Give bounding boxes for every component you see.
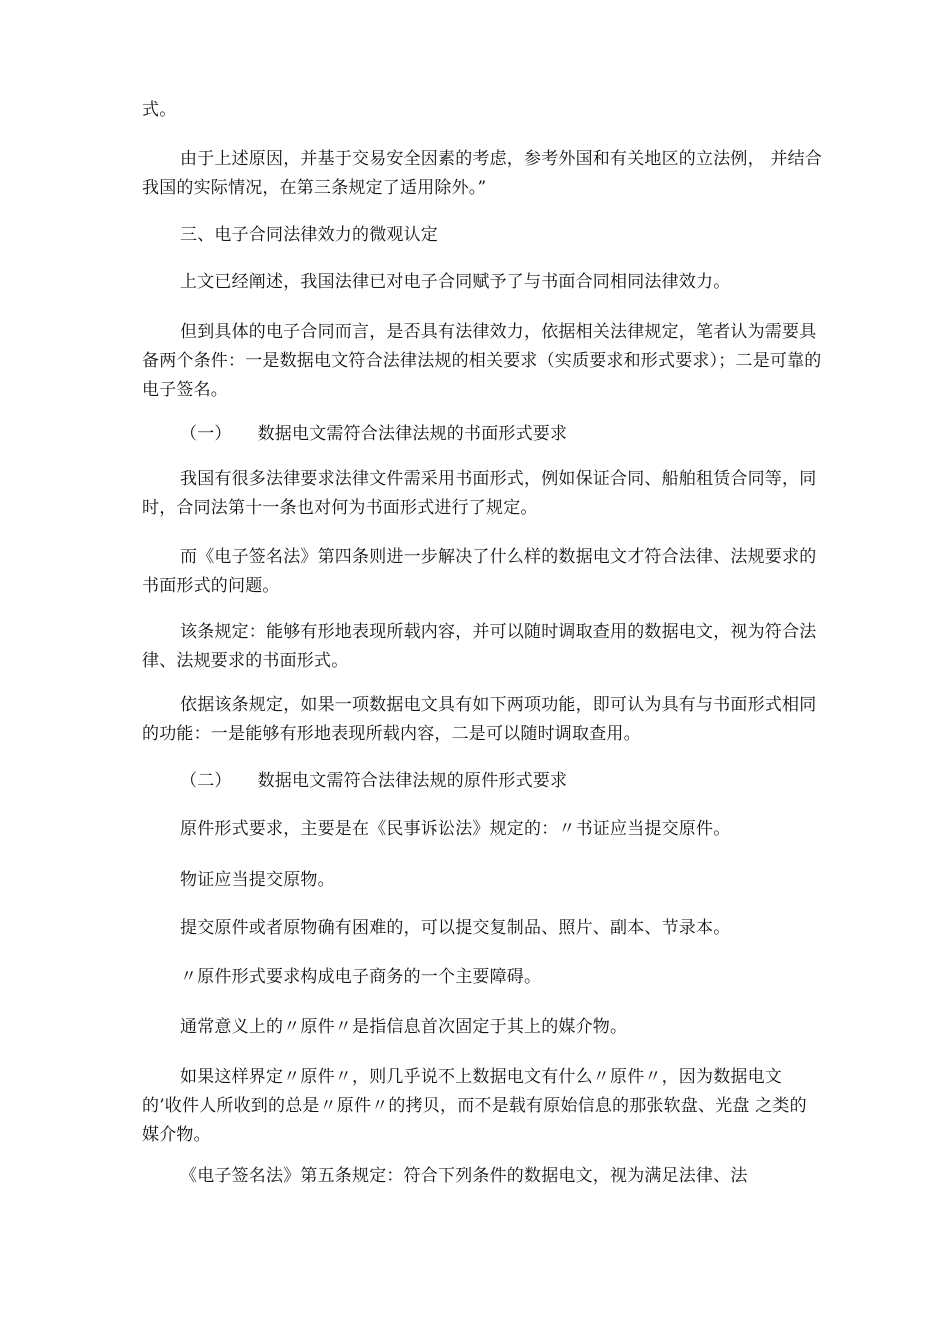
paragraph-continuation: 式。 [142, 100, 177, 120]
paragraph-article-provision: 该条规定：能够有形地表现所载内容，并可以随时调取查用的数据电文，视为符合法律、法规要求的书面形式。 [142, 622, 817, 671]
paragraph-two-functions: 依据该条规定，如果一项数据电文具有如下两项功能，即可认为具有与书面形式相同的功能：一是能够有形地表现所载内容，二是可以随时调取查用。 [142, 695, 817, 744]
subsection-title-one: 数据电文需符合法律法规的书面形式要求 [257, 424, 568, 444]
subsection-heading-one [180, 420, 860, 449]
paragraph-original-definition: 如果这样界定〃原件〃，则几乎说不上数据电文有什么〃原件〃，因为数据电文 的’收件人所收到的总是〃原件〃的拷贝，而不是载有原始信息的那张软盘、光盘 之类的媒介物。 [142, 1067, 807, 1145]
subsection-number-two: （二） [180, 771, 232, 791]
section-heading-three: 三、电子合同法律效力的微观认定 [180, 225, 438, 245]
paragraph-original-meaning: 通常意义上的〃原件〃是指信息首次固定于其上的媒介物。 [180, 1017, 628, 1037]
paragraph-written-form-laws: 我国有很多法律要求法律文件需采用书面形式，例如保证合同、船舶租赁合同等，同时，合同法第十一条也对何为书面形式进行了规定。 [142, 469, 817, 518]
paragraph-article-five: 《电子签名法》第五条规定：符合下列条件的数据电文，视为满足法律、法 [180, 1166, 748, 1186]
subsection-title-two: 数据电文需符合法律法规的原件形式要求 [257, 771, 568, 791]
paragraph-article-four: 而《电子签名法》第四条则进一步解决了什么样的数据电文才符合法律、法规要求的书面形式的问题。 [142, 547, 817, 596]
paragraph-copies: 提交原件或者原物确有困难的，可以提交复制品、照片、副本、节录本。 [180, 918, 731, 938]
paragraph-exclusion-reason: 由于上述原因，并基于交易安全因素的考虑，参考外国和有关地区的立法例， 并结合我国的实际情况，在第三条规定了适用除外。” [142, 149, 823, 198]
paragraph-obstacle: 〃原件形式要求构成电子商务的一个主要障碍。 [180, 967, 542, 987]
paragraph-physical-evidence: 物证应当提交原物。 [180, 870, 335, 890]
paragraph-original-form: 原件形式要求，主要是在《民事诉讼法》规定的：〃书证应当提交原件。 [180, 819, 731, 839]
paragraph-legal-effect: 上文已经阐述，我国法律已对电子合同赋予了与书面合同相同法律效力。 [180, 272, 731, 292]
paragraph-two-conditions: 但到具体的电子合同而言，是否具有法律效力，依据相关法律规定，笔者认为需要具备两个条件：一是数据电文符合法律法规的相关要求（实质要求和形式要求）；二是可靠的电子签名。 [142, 322, 822, 400]
subsection-heading-two [180, 767, 860, 796]
subsection-number-one: （一） [180, 424, 232, 444]
